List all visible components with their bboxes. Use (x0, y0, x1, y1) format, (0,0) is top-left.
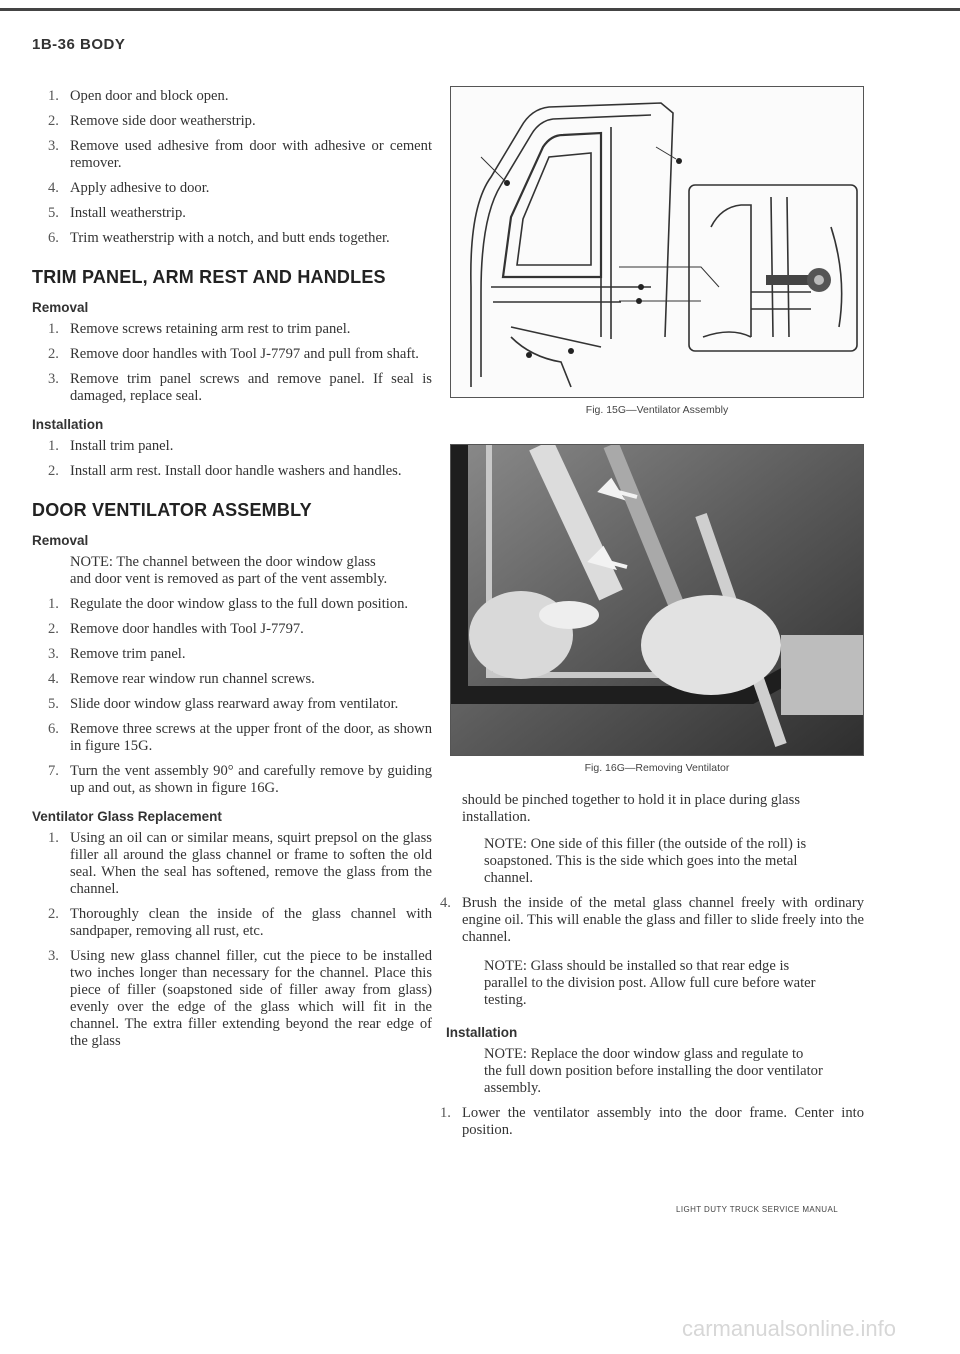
list-item: 1. Lower the ventilator assembly into the door frame. Center into position. (440, 1105, 864, 1138)
glass-note: NOTE: Glass should be installed so that rear edge is parallel to the division post. Allow full cure before water testing. (484, 958, 816, 1008)
watermark: carmanualsonline.info (682, 1316, 897, 1341)
figure-caption: Fig. 16G—Removing Ventilator (584, 762, 730, 774)
removing-ventilator-photo (451, 445, 863, 755)
list-item: 2. Install arm rest. Install door handle washers and handles. (48, 463, 402, 479)
list-item: 7. Turn the vent assembly 90° and carefully remove by guiding up and out, as shown in figure 16G. (48, 763, 432, 796)
list-item: 1. Using an oil can or similar means, squirt prepsol on the glass filler all around the glass channel or frame to soften the old seal. When the seal has softened, remove the glass from the channel. (48, 830, 432, 897)
trim-section-title: TRIM PANEL, ARM REST AND HANDLES (32, 267, 386, 287)
list-item: 3. Remove trim panel. (48, 646, 186, 662)
filler-note: NOTE: One side of this filler (the outside of the roll) is soapstoned. This is the side which goes into the metal channel. (484, 836, 807, 886)
list-item: 5. Install weatherstrip. (48, 205, 186, 221)
list-item: 3. Remove used adhesive from door with adhesive or cement remover. (48, 138, 432, 171)
list-item: 1. Regulate the door window glass to the full down position. (48, 596, 409, 612)
ventilator-assembly-drawing (451, 87, 863, 397)
figure-ventilator-assembly (450, 86, 864, 398)
list-item: 4. Brush the inside of the metal glass channel freely with ordinary engine oil. This will enable the glass and filler to slide freely into the channel. (440, 895, 864, 945)
install-note: NOTE: Replace the door window glass and regulate to the full down position before installing the door ventilator assembly. (484, 1046, 823, 1096)
continuation-paragraph: should be pinched together to hold it in place during glass installation. (462, 792, 801, 825)
list-item: 2. Remove side door weatherstrip. (48, 113, 256, 129)
list-item: 4. Remove rear window run channel screws. (48, 671, 315, 687)
vent-note: NOTE: The channel between the door window glass and door vent is removed as part of the vent assembly. (70, 554, 388, 587)
list-item: 3. Remove trim panel screws and remove panel. If seal is damaged, replace seal. (48, 371, 432, 404)
list-item: 2. Thoroughly clean the inside of the glass channel with sandpaper, removing all rust, etc. (48, 906, 432, 939)
right-column (440, 86, 864, 1147)
list-item: 5. Slide door window glass rearward away from ventilator. (48, 696, 399, 712)
list-item: 1. Install trim panel. (48, 438, 174, 454)
list-item: 2. Remove door handles with Tool J-7797 and pull from shaft. (48, 346, 419, 362)
vent-install-heading: Installation (446, 1025, 518, 1040)
page-footer: LIGHT DUTY TRUCK SERVICE MANUAL (676, 1205, 839, 1214)
top-rule (0, 8, 960, 11)
trim-install-heading: Installation (32, 417, 104, 432)
glass-replacement-heading: Ventilator Glass Replacement (32, 809, 222, 824)
list-item: 4. Apply adhesive to door. (48, 180, 210, 196)
weatherstrip-steps (48, 88, 432, 247)
trim-removal-heading: Removal (32, 300, 89, 315)
list-item: 3. Using new glass channel filler, cut the piece to be installed two inches longer than necessary for the channel. Place this piece of filler (soapstoned side of filler away from glass) evenly over the edge of the glass which will fit in the channel. The extra filler extending beyond the rear edge of the glass (48, 948, 432, 1049)
page-header: 1B-36 BODY (32, 36, 126, 53)
vent-removal-heading: Removal (32, 533, 89, 548)
left-column (32, 88, 432, 1058)
list-item: 6. Remove three screws at the upper front of the door, as shown in figure 15G. (48, 721, 432, 754)
list-item: 1. Open door and block open. (48, 88, 229, 104)
figure-caption: Fig. 15G—Ventilator Assembly (585, 404, 729, 416)
list-item: 6. Trim weatherstrip with a notch, and butt ends together. (48, 230, 390, 246)
list-item: 2. Remove door handles with Tool J-7797. (48, 621, 304, 637)
vent-section-title: DOOR VENTILATOR ASSEMBLY (32, 500, 312, 520)
list-item: 1. Remove screws retaining arm rest to trim panel. (48, 321, 351, 337)
figure-removing-ventilator (450, 444, 864, 756)
